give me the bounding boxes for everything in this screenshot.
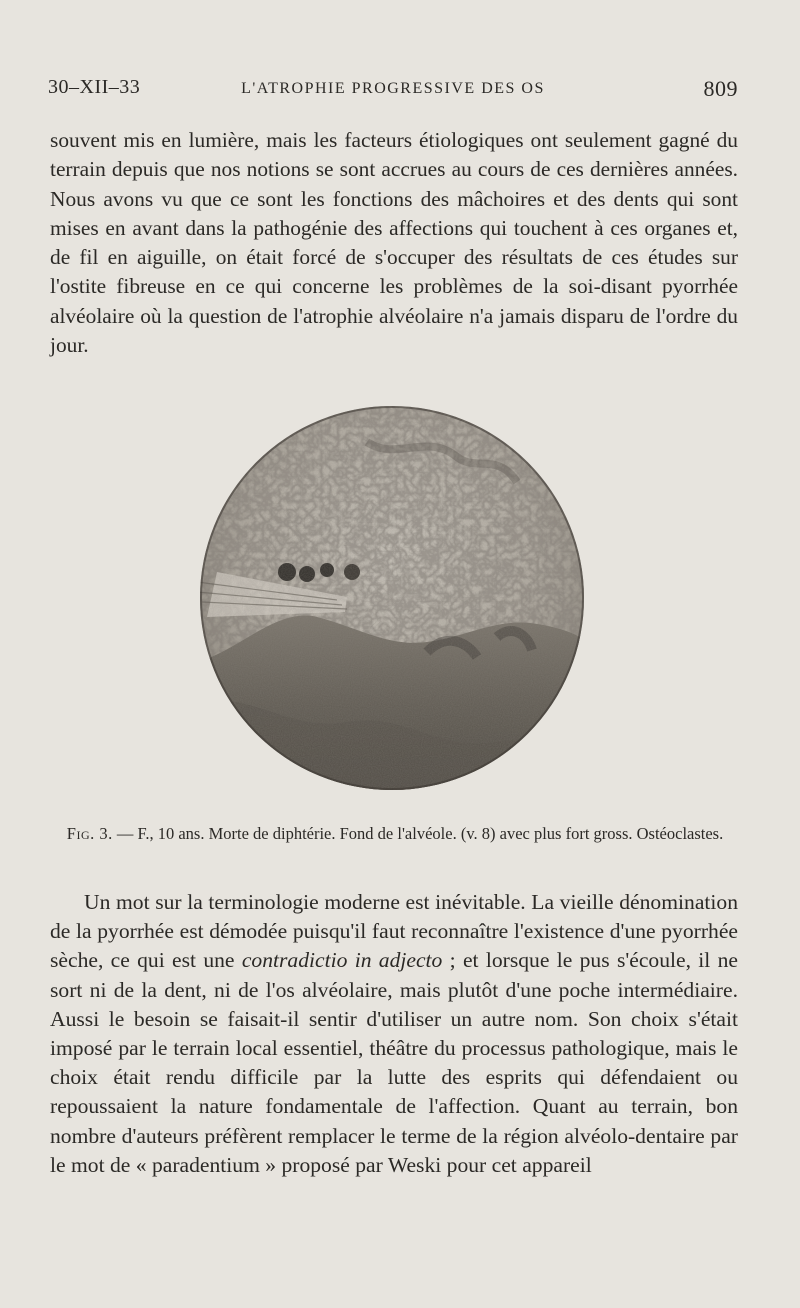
figure-caption <box>50 822 740 845</box>
paragraph-2-text-b: ; et lorsque le pus s'écoule, il ne sort ni de la dent, ni de l'os alvéolaire, mais plutôt d'une poche intermédiaire. Aussi le besoin se faisait-il sentir d'utiliser un autre nom. Son choix s'était imposé par le terrain local essentiel, théâtre du processus pathologique, mais le choix était rendu difficile par la lutte des esprits qui défendaient ou repoussaient la nature fondamentale de l'affection. Quant au terrain, bon nombre d'auteurs préfèrent remplacer le terme de la région alvéolo-dentaire par le mot de « paradentium » proposé par Weski pour cet appareil <box>50 948 738 1177</box>
paragraph-2-text-a: Un mot sur la terminologie moderne est inévitable. La vieille dénomination de la pyorrhée est démodée puisqu'il faut reconnaître l'existence d'une pyorrhée sèche, ce qui est une <box>50 890 738 973</box>
page-number: 809 <box>703 76 738 101</box>
paragraph-2 <box>50 888 738 1180</box>
header-date: 30–XII–33 <box>48 76 141 98</box>
micrograph-figure <box>197 402 587 794</box>
header-title: L'ATROPHIE PROGRESSIVE DES OS <box>241 80 545 97</box>
paragraph-1-text: souvent mis en lumière, mais les facteurs étiologiques ont seulement gagné du terrain depuis que nos notions se sont accrues au cours de ces dernières années. Nous avons vu que ce sont les fonctions des mâchoires et des dents qui sont mises en avant dans la pathogénie des affections qui touchent à ces organes et, de fil en aiguille, on était forcé de s'occuper des résultats de ces études sur l'ostite fibreuse en ce qui concerne les problèmes de la soi-disant pyorrhée alvéolaire où la question de l'atrophie alvéolaire n'a jamais disparu de l'ordre du jour. <box>50 128 738 358</box>
figure-caption-text: — F., 10 ans. Morte de diphtérie. Fond de l'alvéole. (v. 8) avec plus fort gross. Ostéoclastes. <box>116 824 724 843</box>
running-header <box>48 76 738 106</box>
paragraph-2-body <box>50 888 738 1180</box>
micrograph-image <box>197 402 587 794</box>
paragraph-1 <box>50 126 738 360</box>
figure-label: Fig. 3. <box>66 824 113 843</box>
paragraph-2-italic: contradictio in adjecto <box>241 948 443 973</box>
